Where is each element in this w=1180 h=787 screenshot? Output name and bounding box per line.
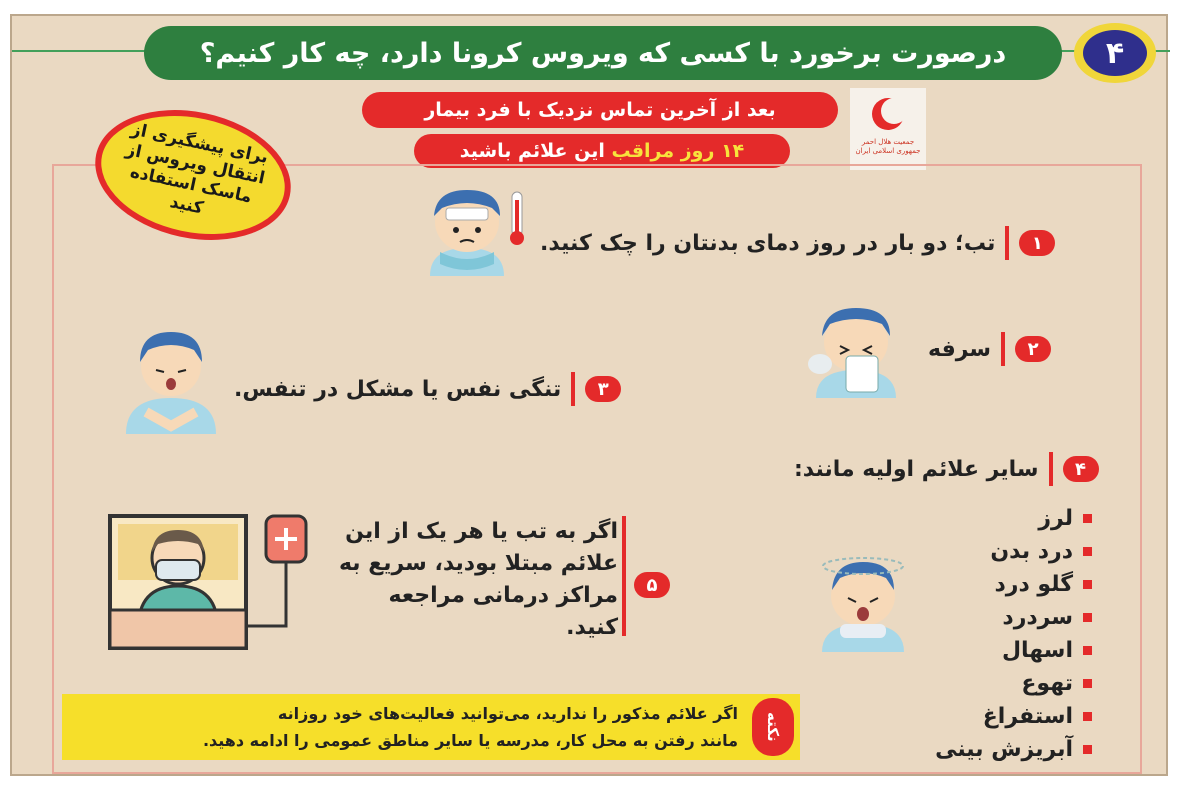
bullet-square-icon bbox=[1083, 679, 1092, 688]
breathless-person-icon bbox=[116, 326, 226, 436]
logo-subtitle: جمعیت هلال احمر جمهوری اسلامی ایران bbox=[855, 138, 921, 155]
step-3 bbox=[234, 372, 621, 406]
symptom-text: سردرد bbox=[1002, 605, 1073, 630]
bullet-square-icon bbox=[1083, 613, 1092, 622]
note-line-2: مانند رفتن به محل کار، مدرسه یا سایر مناطق عمومی را ادامه دهید. bbox=[202, 731, 738, 750]
symptom-text: لرز bbox=[1038, 506, 1073, 531]
symptom-text: اسهال bbox=[1001, 638, 1073, 663]
banner-highlight: ۱۴ روز مراقب bbox=[611, 140, 745, 162]
step-2-divider bbox=[1001, 332, 1005, 366]
step-4-number: ۴ bbox=[1063, 456, 1099, 482]
sick-person-icon bbox=[808, 554, 918, 654]
bullet-square-icon bbox=[1083, 580, 1092, 589]
symptom-text: گلو درد bbox=[994, 572, 1073, 597]
symptom-item bbox=[892, 700, 1092, 733]
step-2 bbox=[928, 332, 1051, 366]
symptom-item bbox=[892, 502, 1092, 535]
red-crescent-icon bbox=[868, 94, 908, 134]
step-4-text: سایر علائم اولیه مانند: bbox=[794, 456, 1039, 482]
mask-advice-text: برای پیشگیری از انتقال ویروس از ماسک استفاده کنید bbox=[123, 119, 270, 219]
symptom-item bbox=[892, 667, 1092, 700]
symptom-item bbox=[892, 568, 1092, 601]
symptom-list bbox=[892, 502, 1092, 766]
step-1-number: ۱ bbox=[1019, 230, 1055, 256]
bullet-square-icon bbox=[1083, 646, 1092, 655]
step-4-divider bbox=[1049, 452, 1053, 486]
symptom-item bbox=[892, 733, 1092, 766]
banner-line-1: بعد از آخرین تماس نزدیک با فرد بیمار bbox=[362, 92, 838, 128]
step-1-divider bbox=[1005, 226, 1009, 260]
step-3-number: ۳ bbox=[585, 376, 621, 402]
banner-rest: این علائم باشید bbox=[459, 140, 605, 162]
symptom-text: آبریزش بینی bbox=[935, 737, 1073, 762]
step-1 bbox=[540, 226, 1055, 260]
step-4 bbox=[794, 452, 1099, 486]
bullet-square-icon bbox=[1083, 514, 1092, 523]
banner-line-2 bbox=[414, 134, 790, 168]
step-2-text: سرفه bbox=[928, 336, 992, 362]
step-5-text: اگر به تب یا هر یک از این علائم مبتلا بودید، سریع به مراکز درمانی مراجعه کنید. bbox=[338, 519, 618, 640]
step-1-text: تب؛ دو بار در روز دمای بدنتان را چک کنید. bbox=[540, 230, 996, 256]
symptom-item bbox=[892, 634, 1092, 667]
symptom-text: استفراغ bbox=[982, 704, 1073, 729]
fever-person-icon bbox=[412, 186, 542, 281]
step-3-divider bbox=[571, 372, 575, 406]
section-number-badge bbox=[1074, 23, 1156, 83]
note-box bbox=[62, 694, 800, 760]
bullet-square-icon bbox=[1083, 712, 1092, 721]
symptom-item bbox=[892, 601, 1092, 634]
note-text bbox=[203, 700, 738, 754]
note-line-1: اگر علائم مذکور را ندارید، می‌توانید فعالیت‌های خود روزانه bbox=[277, 704, 738, 723]
bullet-square-icon bbox=[1083, 745, 1092, 754]
step-3-text: تنگی نفس یا مشکل در تنفس. bbox=[234, 376, 562, 402]
bullet-square-icon bbox=[1083, 547, 1092, 556]
red-crescent-logo bbox=[850, 88, 926, 170]
step-5-number: ۵ bbox=[634, 572, 670, 598]
step-5-divider bbox=[622, 516, 626, 636]
symptom-item bbox=[892, 535, 1092, 568]
hospital-patient-icon bbox=[108, 510, 318, 650]
infographic-frame bbox=[10, 14, 1168, 776]
symptom-text: تهوع bbox=[1021, 671, 1073, 696]
section-number: ۴ bbox=[1083, 30, 1147, 76]
symptom-text: درد بدن bbox=[990, 539, 1073, 564]
coughing-person-icon bbox=[798, 304, 918, 400]
step-2-number: ۲ bbox=[1015, 336, 1051, 362]
page-title: درصورت برخورد با کسی که ویروس کرونا دارد، چه کار کنیم؟ bbox=[144, 26, 1062, 80]
note-tag: نکته bbox=[752, 698, 794, 756]
